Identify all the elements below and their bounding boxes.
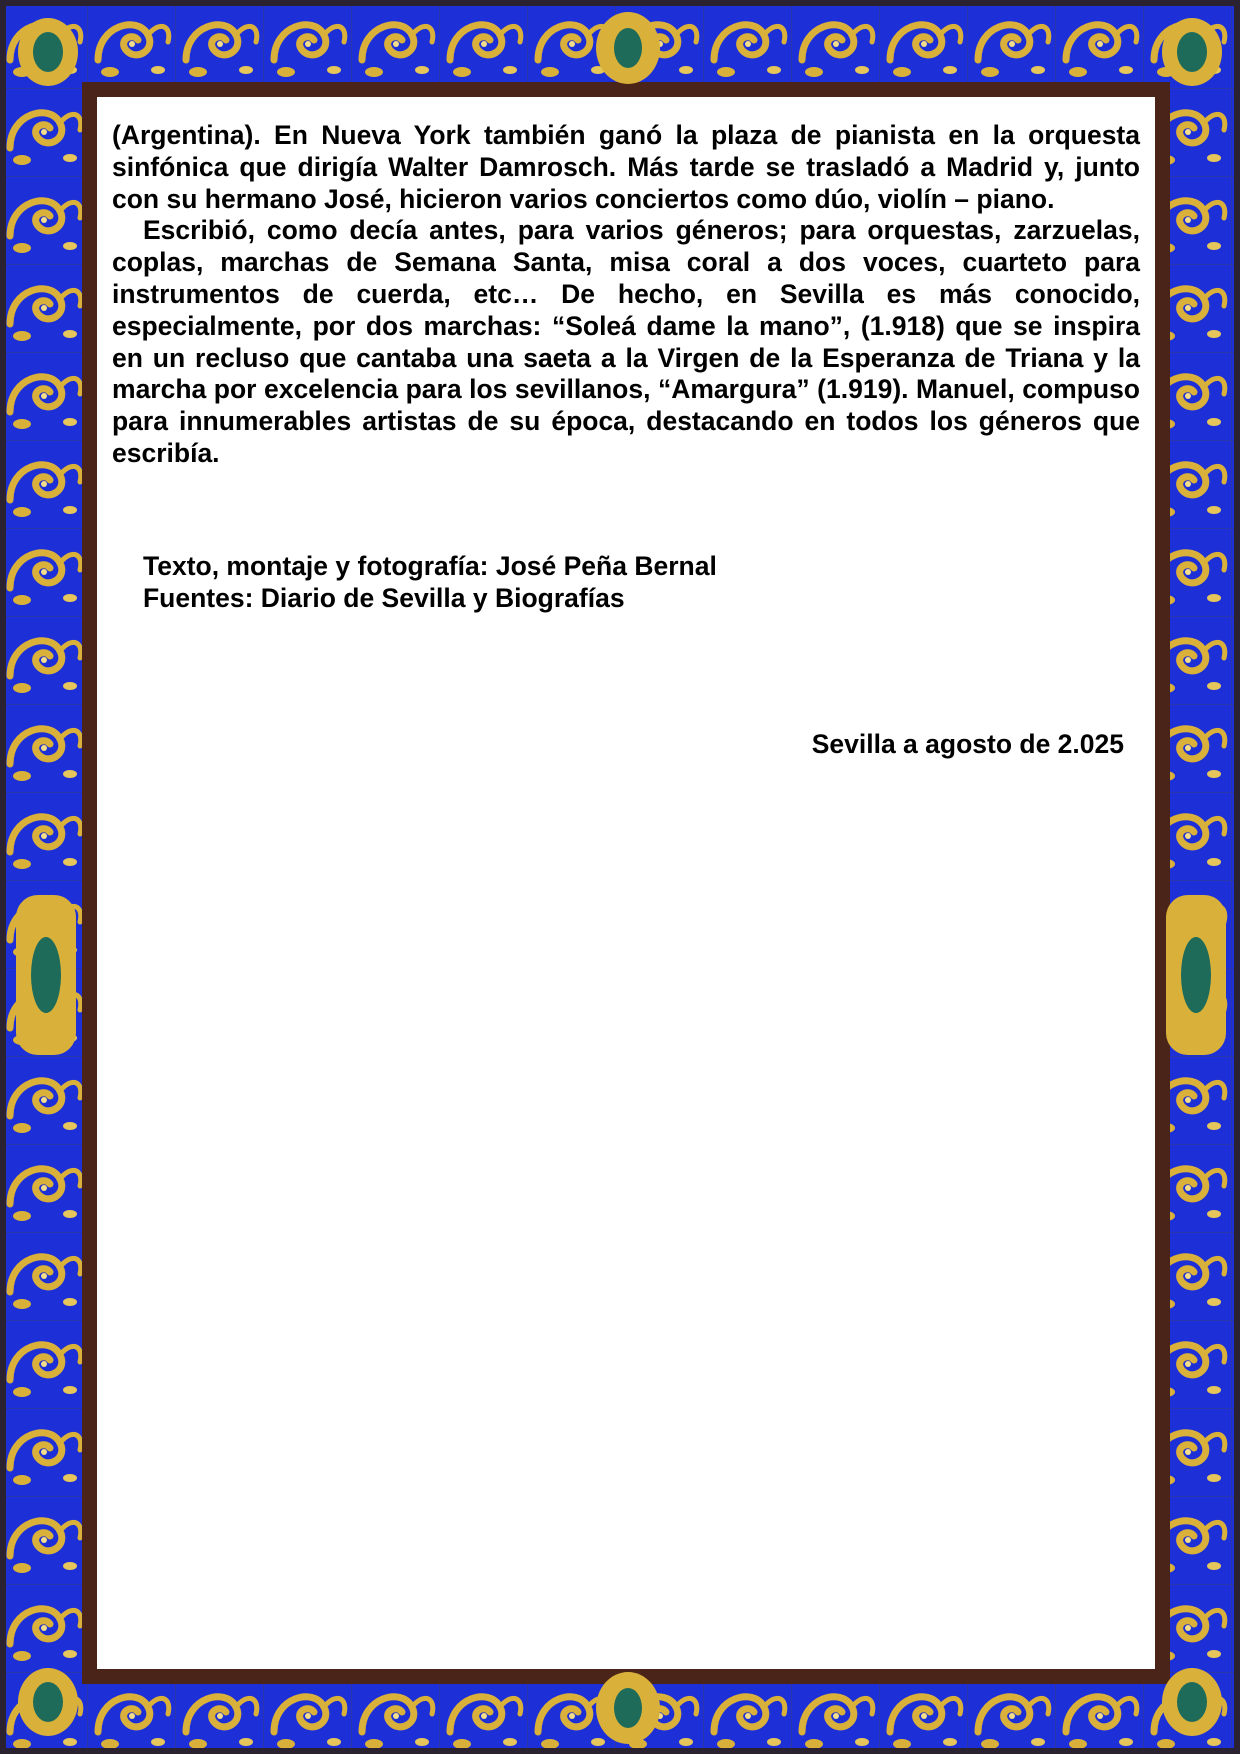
paragraph-2: Escribió, como decía antes, para varios géneros; para orquestas, zarzuelas, coplas, marchas de Semana Santa, misa coral a dos voces, cuarteto para instrumentos de cuerda, etc… De hecho, en Sevilla es más conocido, especialmente, por dos marchas: “Soleá dame la mano”, (1.918) que se inspira en un recluso que cantaba una saeta a la Virgen de la Esperanza de Triana y la marcha por excelencia para los sevillanos, “Amargura” (1.919). Manuel, compuso para innumerables artistas de su época, destacando en todos los géneros que escribía. (112, 215, 1140, 468)
place-date: Sevilla a agosto de 2.025 (811, 729, 1124, 759)
body-text (112, 120, 1140, 470)
paragraph-1: (Argentina). En Nueva York también ganó la plaza de pianista en la orquesta sinfónica que dirigía Walter Damrosch. Más tarde se trasladó a Madrid y, junto con su hermano José, hicieron varios conciertos como dúo, violín – piano. (112, 120, 1140, 214)
credits-block (143, 551, 717, 614)
sources-credit: Fuentes: Diario de Sevilla y Biografías (143, 582, 625, 613)
author-credit: Texto, montaje y fotografía: José Peña Bernal (143, 551, 717, 581)
